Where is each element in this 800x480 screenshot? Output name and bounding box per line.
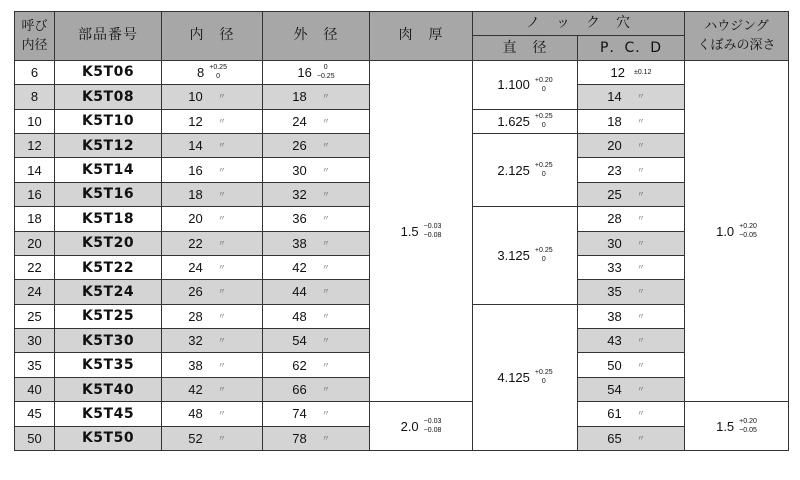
header-id: 内 径 <box>162 12 263 61</box>
inner-diameter-wrap <box>188 211 235 226</box>
outer-diameter-value: 24 <box>292 113 307 129</box>
pcd-cell <box>578 353 685 377</box>
ditto-mark: 〃 <box>636 189 645 199</box>
part-number-cell: K5T25 <box>55 304 162 328</box>
inner-diameter-value: 12 <box>188 113 203 129</box>
ditto-mark: 〃 <box>217 287 226 297</box>
inner-diameter-wrap <box>188 309 235 324</box>
ditto-mark: 〃 <box>636 214 645 224</box>
header-housing: ハウジング くぼみの深さ <box>685 12 789 61</box>
ditto-mark: 〃 <box>321 409 330 419</box>
pcd-wrap <box>607 211 654 226</box>
outer-diameter-value: 54 <box>292 333 307 349</box>
housing-depth-cell-tolerance <box>739 417 757 435</box>
ditto-mark: 〃 <box>321 189 330 199</box>
inner-diameter-cell <box>162 426 263 450</box>
header-part-no: 部品番号 <box>55 12 162 61</box>
outer-diameter-wrap <box>292 358 339 373</box>
nominal-cell: 6 <box>15 60 55 84</box>
knock-diameter-cell-tolerance <box>535 161 553 179</box>
outer-diameter-wrap <box>292 89 339 104</box>
knock-diameter-cell <box>473 207 578 305</box>
ditto-mark: 〃 <box>217 409 226 419</box>
pcd-wrap <box>607 333 654 348</box>
outer-diameter-value: 44 <box>292 284 307 300</box>
outer-diameter-wrap <box>292 309 339 324</box>
ditto-mark: 〃 <box>321 360 330 370</box>
thickness-cell-tol-upper: −0.03 <box>423 418 442 426</box>
header-od: 外 径 <box>263 12 370 61</box>
outer-diameter-cell <box>263 304 370 328</box>
part-number-cell: K5T08 <box>55 85 162 109</box>
part-number-cell: K5T06 <box>55 60 162 84</box>
inner-diameter-wrap <box>188 358 235 373</box>
inner-diameter-value: 28 <box>188 308 203 324</box>
outer-diameter-value: 16 <box>297 64 312 80</box>
nominal-cell: 30 <box>15 329 55 353</box>
outer-diameter-cell <box>263 85 370 109</box>
housing-depth-cell <box>685 60 789 401</box>
knock-diameter-cell-tolerance <box>535 76 553 94</box>
nominal-cell: 25 <box>15 304 55 328</box>
inner-diameter-value: 14 <box>188 138 203 154</box>
outer-diameter-wrap <box>292 284 339 299</box>
outer-diameter-cell <box>263 182 370 206</box>
part-number-cell: K5T22 <box>55 255 162 279</box>
pcd-value: 12 <box>610 64 625 80</box>
inner-diameter-cell <box>162 255 263 279</box>
outer-diameter-value: 26 <box>292 138 307 154</box>
ditto-mark: 〃 <box>217 263 226 273</box>
inner-diameter-cell <box>162 353 263 377</box>
nominal-cell: 24 <box>15 280 55 304</box>
pcd-value: 54 <box>607 382 622 398</box>
pcd-cell <box>578 182 685 206</box>
inner-diameter-cell <box>162 158 263 182</box>
ditto-mark: 〃 <box>636 409 645 419</box>
inner-diameter-wrap <box>188 382 235 397</box>
part-number-cell: K5T20 <box>55 231 162 255</box>
inner-diameter-value: 24 <box>188 260 203 276</box>
thickness-cell-tolerance <box>424 222 442 240</box>
outer-diameter-value: 62 <box>292 357 307 373</box>
outer-diameter-cell <box>263 158 370 182</box>
inner-diameter-tol-lower: 0 <box>216 73 221 81</box>
outer-diameter-cell <box>263 207 370 231</box>
outer-diameter-cell <box>263 133 370 157</box>
knock-diameter-cell-wrap <box>497 246 552 264</box>
outer-diameter-wrap <box>292 431 339 446</box>
pcd-cell <box>578 158 685 182</box>
ditto-mark: 〃 <box>217 116 226 126</box>
ditto-mark: 〃 <box>636 165 645 175</box>
outer-diameter-tolerance <box>317 63 335 81</box>
inner-diameter-value: 48 <box>188 406 203 422</box>
ditto-mark: 〃 <box>321 116 330 126</box>
outer-diameter-wrap <box>297 63 334 81</box>
ditto-mark: 〃 <box>321 311 330 321</box>
knock-diameter-cell <box>473 60 578 109</box>
nominal-cell: 35 <box>15 353 55 377</box>
ditto-mark: 〃 <box>636 238 645 248</box>
inner-diameter-cell <box>162 280 263 304</box>
ditto-mark: 〃 <box>217 214 226 224</box>
inner-diameter-cell <box>162 182 263 206</box>
pcd-tolerance: ±0.12 <box>634 68 652 76</box>
part-number-cell: K5T35 <box>55 353 162 377</box>
thickness-cell <box>370 60 473 401</box>
part-number-cell: K5T45 <box>55 402 162 426</box>
thickness-cell-value: 1.5 <box>400 223 419 239</box>
inner-diameter-wrap <box>188 431 235 446</box>
ditto-mark: 〃 <box>321 336 330 346</box>
knock-diameter-cell-tolerance <box>535 246 553 264</box>
pcd-value: 20 <box>607 138 622 154</box>
pcd-wrap <box>607 406 654 421</box>
ditto-mark: 〃 <box>321 165 330 175</box>
thickness-cell-tol-upper: −0.03 <box>423 223 442 231</box>
thickness-cell-value: 2.0 <box>400 418 419 434</box>
ditto-mark: 〃 <box>321 433 330 443</box>
housing-depth-cell-tolerance <box>739 222 757 240</box>
inner-diameter-cell <box>162 231 263 255</box>
inner-diameter-value: 8 <box>197 64 205 80</box>
ditto-mark: 〃 <box>636 116 645 126</box>
pcd-wrap <box>607 187 654 202</box>
pcd-wrap <box>607 236 654 251</box>
knock-diameter-cell-tol-lower: 0 <box>541 256 546 264</box>
nominal-cell: 16 <box>15 182 55 206</box>
pcd-wrap <box>607 89 654 104</box>
outer-diameter-value: 42 <box>292 260 307 276</box>
pcd-cell <box>578 329 685 353</box>
knock-diameter-cell-wrap <box>497 112 552 130</box>
nominal-cell: 10 <box>15 109 55 133</box>
thickness-cell-wrap <box>401 222 442 240</box>
thickness-cell-tol-lower: −0.08 <box>423 427 442 435</box>
pcd-value: 30 <box>607 235 622 251</box>
housing-depth-cell-value: 1.0 <box>716 223 735 239</box>
pcd-value: 43 <box>607 333 622 349</box>
knock-diameter-cell-tol-upper: +0.25 <box>534 369 553 377</box>
part-number-cell: K5T10 <box>55 109 162 133</box>
knock-diameter-cell-wrap <box>497 368 552 386</box>
pcd-cell <box>578 207 685 231</box>
nominal-cell: 18 <box>15 207 55 231</box>
inner-diameter-value: 18 <box>188 186 203 202</box>
knock-diameter-cell <box>473 133 578 206</box>
pcd-wrap <box>607 284 654 299</box>
inner-diameter-cell <box>162 85 263 109</box>
inner-diameter-value: 26 <box>188 284 203 300</box>
inner-diameter-wrap <box>188 89 235 104</box>
inner-diameter-wrap <box>188 236 235 251</box>
outer-diameter-cell <box>263 60 370 84</box>
outer-diameter-cell <box>263 255 370 279</box>
outer-diameter-value: 36 <box>292 211 307 227</box>
outer-diameter-wrap <box>292 406 339 421</box>
ditto-mark: 〃 <box>636 360 645 370</box>
ditto-mark: 〃 <box>636 385 645 395</box>
inner-diameter-cell <box>162 402 263 426</box>
knock-diameter-cell-value: 2.125 <box>497 162 530 178</box>
knock-diameter-cell-value: 1.625 <box>497 113 530 129</box>
outer-diameter-wrap <box>292 236 339 251</box>
ditto-mark: 〃 <box>217 165 226 175</box>
outer-diameter-wrap <box>292 211 339 226</box>
housing-depth-cell-tol-lower: −0.05 <box>739 427 757 435</box>
ditto-mark: 〃 <box>321 92 330 102</box>
ditto-mark: 〃 <box>636 92 645 102</box>
inner-diameter-wrap <box>188 260 235 275</box>
outer-diameter-wrap <box>292 138 339 153</box>
part-number-cell: K5T16 <box>55 182 162 206</box>
table-row <box>15 60 789 84</box>
spec-table <box>14 11 789 451</box>
knock-diameter-cell-value: 4.125 <box>497 369 530 385</box>
ditto-mark: 〃 <box>217 385 226 395</box>
part-number-cell: K5T18 <box>55 207 162 231</box>
inner-diameter-cell <box>162 60 263 84</box>
pcd-value: 38 <box>607 308 622 324</box>
pcd-value: 61 <box>607 406 622 422</box>
inner-diameter-tol-upper: +0.25 <box>209 64 227 72</box>
outer-diameter-wrap <box>292 260 339 275</box>
pcd-value: 65 <box>607 430 622 446</box>
knock-diameter-cell <box>473 109 578 133</box>
inner-diameter-value: 16 <box>188 162 203 178</box>
outer-diameter-value: 78 <box>292 430 307 446</box>
inner-diameter-wrap <box>197 63 227 81</box>
outer-diameter-value: 66 <box>292 382 307 398</box>
ditto-mark: 〃 <box>636 141 645 151</box>
knock-diameter-cell-tol-lower: 0 <box>541 378 546 386</box>
knock-diameter-cell <box>473 304 578 450</box>
header-pcd: P．C．D <box>578 36 685 60</box>
ditto-mark: 〃 <box>636 311 645 321</box>
spec-table-body <box>15 60 789 450</box>
nominal-cell: 14 <box>15 158 55 182</box>
housing-depth-cell-wrap <box>716 417 757 435</box>
nominal-cell: 40 <box>15 377 55 401</box>
outer-diameter-value: 30 <box>292 162 307 178</box>
nominal-cell: 8 <box>15 85 55 109</box>
inner-diameter-cell <box>162 377 263 401</box>
knock-diameter-cell-value: 3.125 <box>497 247 530 263</box>
knock-diameter-cell-tol-upper: +0.25 <box>534 162 553 170</box>
pcd-cell <box>578 304 685 328</box>
inner-diameter-value: 32 <box>188 333 203 349</box>
pcd-wrap <box>607 114 654 129</box>
outer-diameter-wrap <box>292 382 339 397</box>
ditto-mark: 〃 <box>321 141 330 151</box>
ditto-mark: 〃 <box>636 433 645 443</box>
header-knock-dia: 直 径 <box>473 36 578 60</box>
pcd-value: 14 <box>607 89 622 105</box>
pcd-wrap <box>607 431 654 446</box>
pcd-wrap <box>607 260 654 275</box>
knock-diameter-cell-tol-upper: +0.20 <box>534 76 553 84</box>
outer-diameter-cell <box>263 329 370 353</box>
pcd-value: 18 <box>607 113 622 129</box>
pcd-cell <box>578 402 685 426</box>
knock-diameter-cell-tol-upper: +0.25 <box>534 113 553 121</box>
thickness-cell-tol-lower: −0.08 <box>423 232 442 240</box>
knock-diameter-cell-tolerance <box>535 112 553 130</box>
table-row <box>15 402 789 426</box>
ditto-mark: 〃 <box>217 336 226 346</box>
knock-diameter-cell-tol-upper: +0.25 <box>534 247 553 255</box>
ditto-mark: 〃 <box>217 92 226 102</box>
pcd-cell <box>578 231 685 255</box>
outer-diameter-cell <box>263 280 370 304</box>
pcd-cell <box>578 255 685 279</box>
part-number-cell: K5T40 <box>55 377 162 401</box>
outer-diameter-cell <box>263 426 370 450</box>
inner-diameter-cell <box>162 109 263 133</box>
inner-diameter-wrap <box>188 138 235 153</box>
pcd-cell <box>578 280 685 304</box>
outer-diameter-value: 18 <box>292 89 307 105</box>
pcd-cell <box>578 426 685 450</box>
inner-diameter-cell <box>162 329 263 353</box>
knock-diameter-cell-value: 1.100 <box>497 77 530 93</box>
pcd-value: 50 <box>607 357 622 373</box>
nominal-cell: 50 <box>15 426 55 450</box>
inner-diameter-value: 22 <box>188 235 203 251</box>
inner-diameter-value: 10 <box>188 89 203 105</box>
pcd-wrap <box>611 65 652 80</box>
inner-diameter-value: 52 <box>188 430 203 446</box>
header-nominal: 呼び 内径 <box>15 12 55 61</box>
inner-diameter-tolerance <box>209 63 227 81</box>
outer-diameter-value: 74 <box>292 406 307 422</box>
inner-diameter-cell <box>162 207 263 231</box>
inner-diameter-wrap <box>188 187 235 202</box>
inner-diameter-value: 20 <box>188 211 203 227</box>
knock-diameter-cell-tol-lower: 0 <box>541 171 546 179</box>
part-number-cell: K5T50 <box>55 426 162 450</box>
ditto-mark: 〃 <box>217 238 226 248</box>
outer-diameter-tol-upper: 0 <box>323 64 328 72</box>
thickness-cell-tolerance <box>424 417 442 435</box>
outer-diameter-cell <box>263 377 370 401</box>
ditto-mark: 〃 <box>636 287 645 297</box>
housing-depth-cell-tol-upper: +0.20 <box>739 418 757 426</box>
pcd-value: 28 <box>607 211 622 227</box>
part-number-cell: K5T30 <box>55 329 162 353</box>
pcd-value: 35 <box>607 284 622 300</box>
ditto-mark: 〃 <box>217 433 226 443</box>
outer-diameter-cell <box>263 353 370 377</box>
inner-diameter-wrap <box>188 333 235 348</box>
outer-diameter-cell <box>263 402 370 426</box>
outer-diameter-value: 32 <box>292 186 307 202</box>
inner-diameter-cell <box>162 304 263 328</box>
ditto-mark: 〃 <box>636 336 645 346</box>
nominal-cell: 22 <box>15 255 55 279</box>
inner-diameter-wrap <box>188 163 235 178</box>
ditto-mark: 〃 <box>321 214 330 224</box>
part-number-cell: K5T14 <box>55 158 162 182</box>
nominal-cell: 12 <box>15 133 55 157</box>
outer-diameter-cell <box>263 109 370 133</box>
ditto-mark: 〃 <box>321 238 330 248</box>
ditto-mark: 〃 <box>217 189 226 199</box>
nominal-cell: 20 <box>15 231 55 255</box>
ditto-mark: 〃 <box>321 385 330 395</box>
outer-diameter-wrap <box>292 163 339 178</box>
pcd-cell <box>578 85 685 109</box>
housing-depth-cell-tol-upper: +0.20 <box>739 223 757 231</box>
pcd-cell <box>578 377 685 401</box>
inner-diameter-wrap <box>188 114 235 129</box>
housing-depth-cell-value: 1.5 <box>716 418 735 434</box>
pcd-wrap <box>607 382 654 397</box>
knock-diameter-cell-tol-lower: 0 <box>541 122 546 130</box>
pcd-value: 25 <box>607 186 622 202</box>
thickness-cell-wrap <box>401 417 442 435</box>
inner-diameter-wrap <box>188 406 235 421</box>
pcd-value: 23 <box>607 162 622 178</box>
pcd-value: 33 <box>607 260 622 276</box>
part-number-cell: K5T12 <box>55 133 162 157</box>
knock-diameter-cell-wrap <box>497 76 552 94</box>
part-number-cell: K5T24 <box>55 280 162 304</box>
outer-diameter-value: 48 <box>292 308 307 324</box>
pcd-wrap <box>607 138 654 153</box>
ditto-mark: 〃 <box>321 263 330 273</box>
outer-diameter-wrap <box>292 333 339 348</box>
ditto-mark: 〃 <box>217 360 226 370</box>
pcd-cell <box>578 109 685 133</box>
knock-diameter-cell-tol-lower: 0 <box>541 85 546 93</box>
housing-depth-cell <box>685 402 789 451</box>
ditto-mark: 〃 <box>217 141 226 151</box>
inner-diameter-value: 42 <box>188 382 203 398</box>
outer-diameter-value: 38 <box>292 235 307 251</box>
nominal-cell: 45 <box>15 402 55 426</box>
housing-depth-cell-wrap <box>716 222 757 240</box>
inner-diameter-cell <box>162 133 263 157</box>
header-knock-hole: ノ ッ ク 穴 <box>473 12 685 36</box>
outer-diameter-cell <box>263 231 370 255</box>
knock-diameter-cell-tolerance <box>535 368 553 386</box>
ditto-mark: 〃 <box>217 311 226 321</box>
thickness-cell <box>370 402 473 451</box>
housing-depth-cell-tol-lower: −0.05 <box>739 232 757 240</box>
header-thickness: 肉 厚 <box>370 12 473 61</box>
pcd-cell <box>578 133 685 157</box>
pcd-wrap <box>607 309 654 324</box>
outer-diameter-wrap <box>292 187 339 202</box>
knock-diameter-cell-wrap <box>497 161 552 179</box>
pcd-wrap <box>607 358 654 373</box>
inner-diameter-wrap <box>188 284 235 299</box>
ditto-mark: 〃 <box>636 263 645 273</box>
pcd-wrap <box>607 163 654 178</box>
outer-diameter-tol-lower: −0.25 <box>316 73 335 81</box>
ditto-mark: 〃 <box>321 287 330 297</box>
outer-diameter-wrap <box>292 114 339 129</box>
pcd-cell <box>578 60 685 84</box>
inner-diameter-value: 38 <box>188 357 203 373</box>
